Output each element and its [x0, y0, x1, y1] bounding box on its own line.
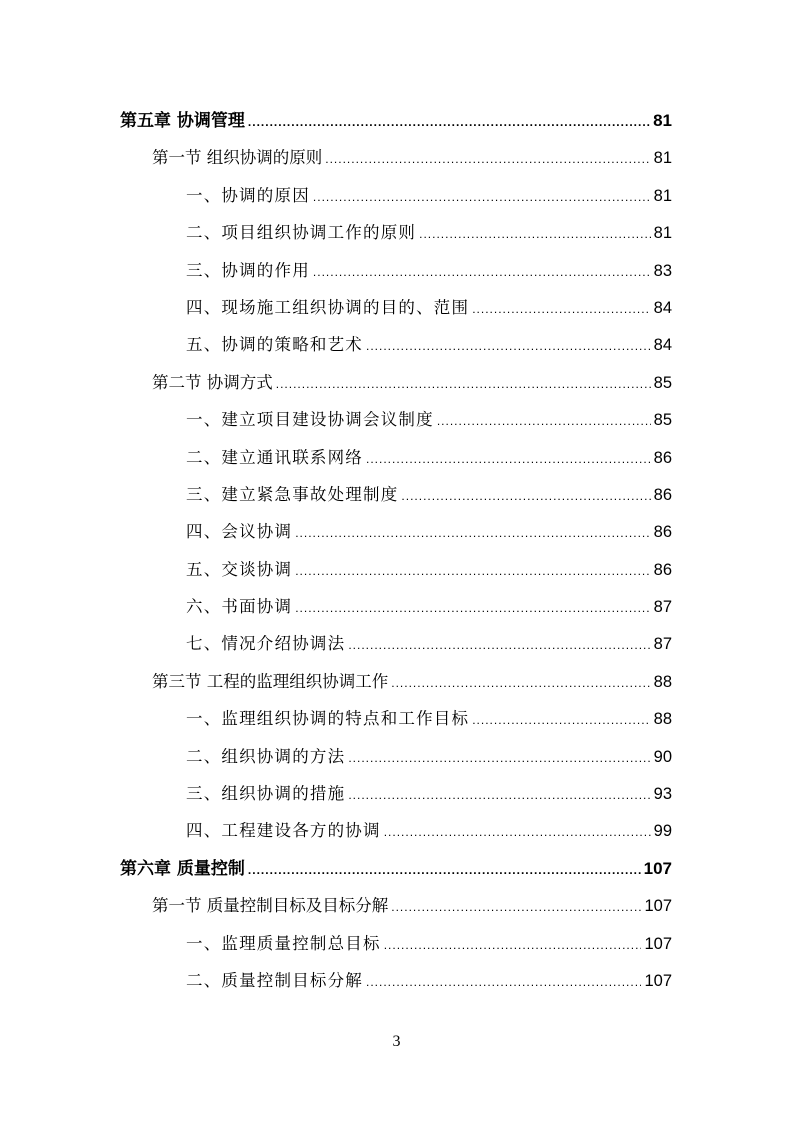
toc-entry-page-number: 86	[653, 560, 672, 579]
toc-subsection-entry[interactable]	[120, 625, 672, 662]
toc-subsection-entry[interactable]	[120, 551, 672, 588]
toc-section-entry[interactable]	[120, 663, 672, 700]
toc-subsection-entry[interactable]	[120, 214, 672, 251]
toc-entry-page-number: 81	[653, 111, 672, 130]
toc-entry-title: 三、建立紧急事故处理制度	[186, 484, 399, 504]
toc-entry-page-number: 87	[653, 635, 672, 654]
toc-entry-page-number: 84	[653, 336, 672, 355]
dot-leader	[384, 814, 651, 851]
toc-entry-title: 第三节 工程的监理组织协调工作	[152, 671, 389, 691]
toc-entry-page-number: 107	[644, 971, 672, 990]
toc-section-entry[interactable]	[120, 364, 672, 401]
dot-leader	[391, 665, 650, 702]
toc-entry-page-number: 85	[653, 411, 672, 430]
toc-chapter-entry[interactable]	[120, 102, 672, 139]
dot-leader	[366, 964, 641, 1001]
dot-leader	[295, 553, 650, 590]
toc-subsection-entry[interactable]	[120, 700, 672, 737]
toc-subsection-entry[interactable]	[120, 252, 672, 289]
dot-leader	[437, 403, 651, 440]
toc-entry-title: 第一节 组织协调的原则	[152, 148, 323, 168]
toc-entry-title: 五、协调的策略和艺术	[186, 335, 363, 355]
toc-entry-page-number: 83	[653, 261, 672, 280]
toc-entry-title: 四、工程建设各方的协调	[186, 821, 381, 841]
dot-leader	[248, 104, 650, 141]
toc-entry-title: 第六章 质量控制	[120, 858, 245, 879]
dot-leader	[313, 254, 651, 291]
dot-leader	[366, 328, 651, 365]
dot-leader	[401, 478, 650, 515]
toc-entry-title: 三、组织协调的措施	[186, 784, 346, 804]
dot-leader	[472, 702, 650, 739]
toc-subsection-entry[interactable]	[120, 476, 672, 513]
toc-entry-title: 第一节 质量控制目标及目标分解	[152, 896, 389, 916]
toc-entry-page-number: 107	[643, 858, 672, 878]
toc-entry-page-number: 90	[653, 747, 672, 766]
toc-entry-title: 一、建立项目建设协调会议制度	[186, 410, 434, 430]
dot-leader	[295, 590, 650, 627]
toc-subsection-entry[interactable]	[120, 401, 672, 438]
toc-entry-page-number: 88	[653, 710, 672, 729]
toc-entry-title: 七、情况介绍协调法	[186, 634, 346, 654]
toc-entry-title: 五、交谈协调	[186, 559, 293, 579]
toc-entry-page-number: 107	[644, 934, 672, 953]
toc-subsection-entry[interactable]	[120, 738, 672, 775]
toc-subsection-entry[interactable]	[120, 775, 672, 812]
dot-leader	[366, 441, 651, 478]
toc-subsection-entry[interactable]	[120, 588, 672, 625]
dot-leader	[313, 179, 651, 216]
toc-entry-title: 第五章 协调管理	[120, 111, 245, 131]
dot-leader	[348, 777, 650, 814]
toc-subsection-entry[interactable]	[120, 925, 672, 962]
dot-leader	[419, 216, 651, 253]
toc-entry-title: 四、现场施工组织协调的目的、范围	[186, 297, 470, 317]
toc-entry-title: 二、项目组织协调工作的原则	[186, 223, 417, 243]
toc-entry-page-number: 88	[653, 672, 672, 691]
toc-entry-title: 二、质量控制目标分解	[186, 970, 363, 990]
dot-leader	[348, 740, 650, 777]
toc-chapter-entry[interactable]	[120, 850, 672, 887]
dot-leader	[248, 852, 641, 889]
toc-entry-page-number: 85	[653, 373, 672, 392]
toc-entry-page-number: 81	[653, 149, 672, 168]
toc-entry-page-number: 107	[644, 897, 672, 916]
dot-leader	[384, 927, 642, 964]
toc-entry-page-number: 86	[653, 448, 672, 467]
dot-leader	[295, 515, 650, 552]
toc-entry-title: 二、组织协调的方法	[186, 746, 346, 766]
toc-section-entry[interactable]	[120, 887, 672, 924]
dot-leader	[391, 889, 641, 926]
page-number: 3	[392, 1033, 401, 1050]
toc-entry-title: 第二节 协调方式	[152, 372, 273, 392]
toc-entry-page-number: 81	[653, 224, 672, 243]
toc-entry-title: 四、会议协调	[186, 522, 293, 542]
toc-subsection-entry[interactable]	[120, 289, 672, 326]
toc-section-entry[interactable]	[120, 139, 672, 176]
toc-entry-page-number: 84	[653, 298, 672, 317]
toc-subsection-entry[interactable]	[120, 326, 672, 363]
toc-entry-page-number: 99	[653, 822, 672, 841]
toc-entry-title: 二、建立通讯联系网络	[186, 447, 363, 467]
toc-entry-page-number: 86	[653, 485, 672, 504]
toc-subsection-entry[interactable]	[120, 177, 672, 214]
dot-leader	[348, 627, 650, 664]
toc-subsection-entry[interactable]	[120, 812, 672, 849]
toc-entry-title: 一、监理质量控制总目标	[186, 933, 381, 953]
dot-leader	[276, 366, 651, 403]
toc-entry-page-number: 86	[653, 523, 672, 542]
toc-entry-page-number: 87	[653, 598, 672, 617]
toc-subsection-entry[interactable]	[120, 439, 672, 476]
toc-entry-title: 一、协调的原因	[186, 185, 310, 205]
toc-entry-page-number: 81	[653, 186, 672, 205]
toc-entry-page-number: 93	[653, 785, 672, 804]
toc-entry-title: 一、监理组织协调的特点和工作目标	[186, 709, 470, 729]
toc-subsection-entry[interactable]	[120, 513, 672, 550]
toc-entry-title: 六、书面协调	[186, 597, 293, 617]
dot-leader	[325, 141, 650, 178]
toc-subsection-entry[interactable]	[120, 962, 672, 999]
dot-leader	[472, 291, 650, 328]
toc-entry-title: 三、协调的作用	[186, 260, 310, 280]
table-of-contents	[120, 102, 672, 999]
